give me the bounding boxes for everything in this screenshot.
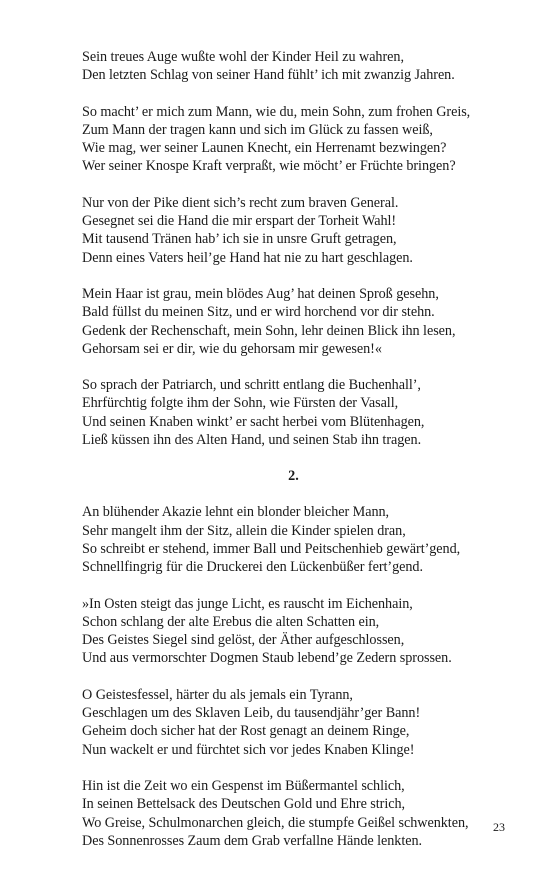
verse-line: An blühender Akazie lehnt ein blonder bleicher Mann, bbox=[82, 504, 390, 521]
verse-line: Nur von der Pike dient sich’s recht zum braven General. bbox=[82, 194, 399, 211]
stanza bbox=[82, 503, 522, 576]
stanza bbox=[82, 595, 522, 668]
verse-line: Des Geistes Siegel sind gelöst, der Äther aufgeschlossen, bbox=[82, 632, 405, 649]
verse-line: Ließ küssen ihn des Alten Hand, und seinen Stab ihn tragen. bbox=[82, 432, 422, 449]
verse-line: Wer seiner Knospe Kraft verpraßt, wie möcht’ er Früchte bringen? bbox=[82, 158, 456, 175]
page-number: 23 bbox=[493, 820, 505, 834]
stanza bbox=[82, 103, 522, 176]
verse-line: Und aus vermorschter Dogmen Staub lebend’ge Zedern sprossen. bbox=[82, 650, 452, 667]
poem-text bbox=[82, 48, 522, 868]
verse-line: So schreibt er stehend, immer Ball und Peitschenhieb gewärt’gend, bbox=[82, 540, 461, 557]
verse-line: In seinen Bettelsack des Deutschen Gold und Ehre strich, bbox=[82, 796, 406, 813]
verse-line: Schnellfingrig für die Druckerei den Lückenbüßer fert’gend. bbox=[82, 559, 423, 576]
verse-line: Nun wackelt er und fürchtet sich vor jedes Knaben Klinge! bbox=[82, 741, 415, 758]
verse-line: Sein treues Auge wußte wohl der Kinder Heil zu wahren, bbox=[82, 49, 404, 65]
verse-line: Gedenk der Rechenschaft, mein Sohn, lehr deinen Blick ihn lesen, bbox=[82, 322, 456, 339]
verse-line: So macht’ er mich zum Mann, wie du, mein Sohn, zum frohen Greis, bbox=[82, 103, 471, 120]
verse-line: Wie mag, wer seiner Launen Knecht, ein Herrenamt bezwingen? bbox=[82, 140, 447, 157]
verse-line: Gehorsam sei er dir, wie du gehorsam mir gewesen!« bbox=[82, 340, 382, 357]
section-heading: 2. bbox=[288, 468, 299, 485]
verse-line: Denn eines Vaters heil’ge Hand hat nie zu hart geschlagen. bbox=[82, 249, 413, 266]
verse-line: Und seinen Knaben winkt’ er sacht herbei vom Blütenhagen, bbox=[82, 413, 425, 430]
stanza bbox=[82, 194, 522, 267]
verse-line: Wo Greise, Schulmonarchen gleich, die stumpfe Geißel schwenkten, bbox=[82, 814, 469, 831]
verse-line: Zum Mann der tragen kann und sich im Glück zu fassen weiß, bbox=[82, 121, 433, 138]
stanza bbox=[82, 48, 522, 85]
verse-line: Bald füllst du meinen Sitz, und er wird horchend vor dir stehn. bbox=[82, 304, 435, 321]
verse-line: Den letzten Schlag von seiner Hand fühlt’ ich mit zwanzig Jahren. bbox=[82, 67, 455, 84]
verse-line: O Geistesfessel, härter du als jemals ein Tyrann, bbox=[82, 686, 353, 703]
verse-line: So sprach der Patriarch, und schritt entlang die Buchenhall’, bbox=[82, 377, 421, 394]
verse-line: Geschlagen um des Sklaven Leib, du tausendjähr’ger Bann! bbox=[82, 705, 421, 722]
verse-line: »In Osten steigt das junge Licht, es rauscht im Eichenhain, bbox=[82, 595, 413, 612]
stanza bbox=[82, 285, 522, 358]
stanza bbox=[82, 376, 522, 449]
stanza bbox=[82, 777, 522, 850]
verse-line: Sehr mangelt ihm der Sitz, allein die Kinder spielen dran, bbox=[82, 522, 406, 539]
verse-line: Mein Haar ist grau, mein blödes Aug’ hat deinen Sproß gesehn, bbox=[82, 285, 439, 302]
verse-line: Schon schlang der alte Erebus die alten Schatten ein, bbox=[82, 613, 380, 630]
verse-line: Ehrfürchtig folgte ihm der Sohn, wie Fürsten der Vasall, bbox=[82, 395, 399, 412]
stanza bbox=[82, 686, 522, 759]
verse-line: Geheim doch sicher hat der Rost genagt an deinem Ringe, bbox=[82, 723, 410, 740]
verse-line: Hin ist die Zeit wo ein Gespenst im Büßermantel schlich, bbox=[82, 777, 405, 794]
verse-line: Des Sonnenrosses Zaum dem Grab verfallne Hände lenkten. bbox=[82, 832, 423, 849]
verse-line: Mit tausend Tränen hab’ ich sie in unsre Gruft getragen, bbox=[82, 231, 397, 248]
verse-line: Gesegnet sei die Hand die mir erspart der Torheit Wahl! bbox=[82, 213, 397, 230]
